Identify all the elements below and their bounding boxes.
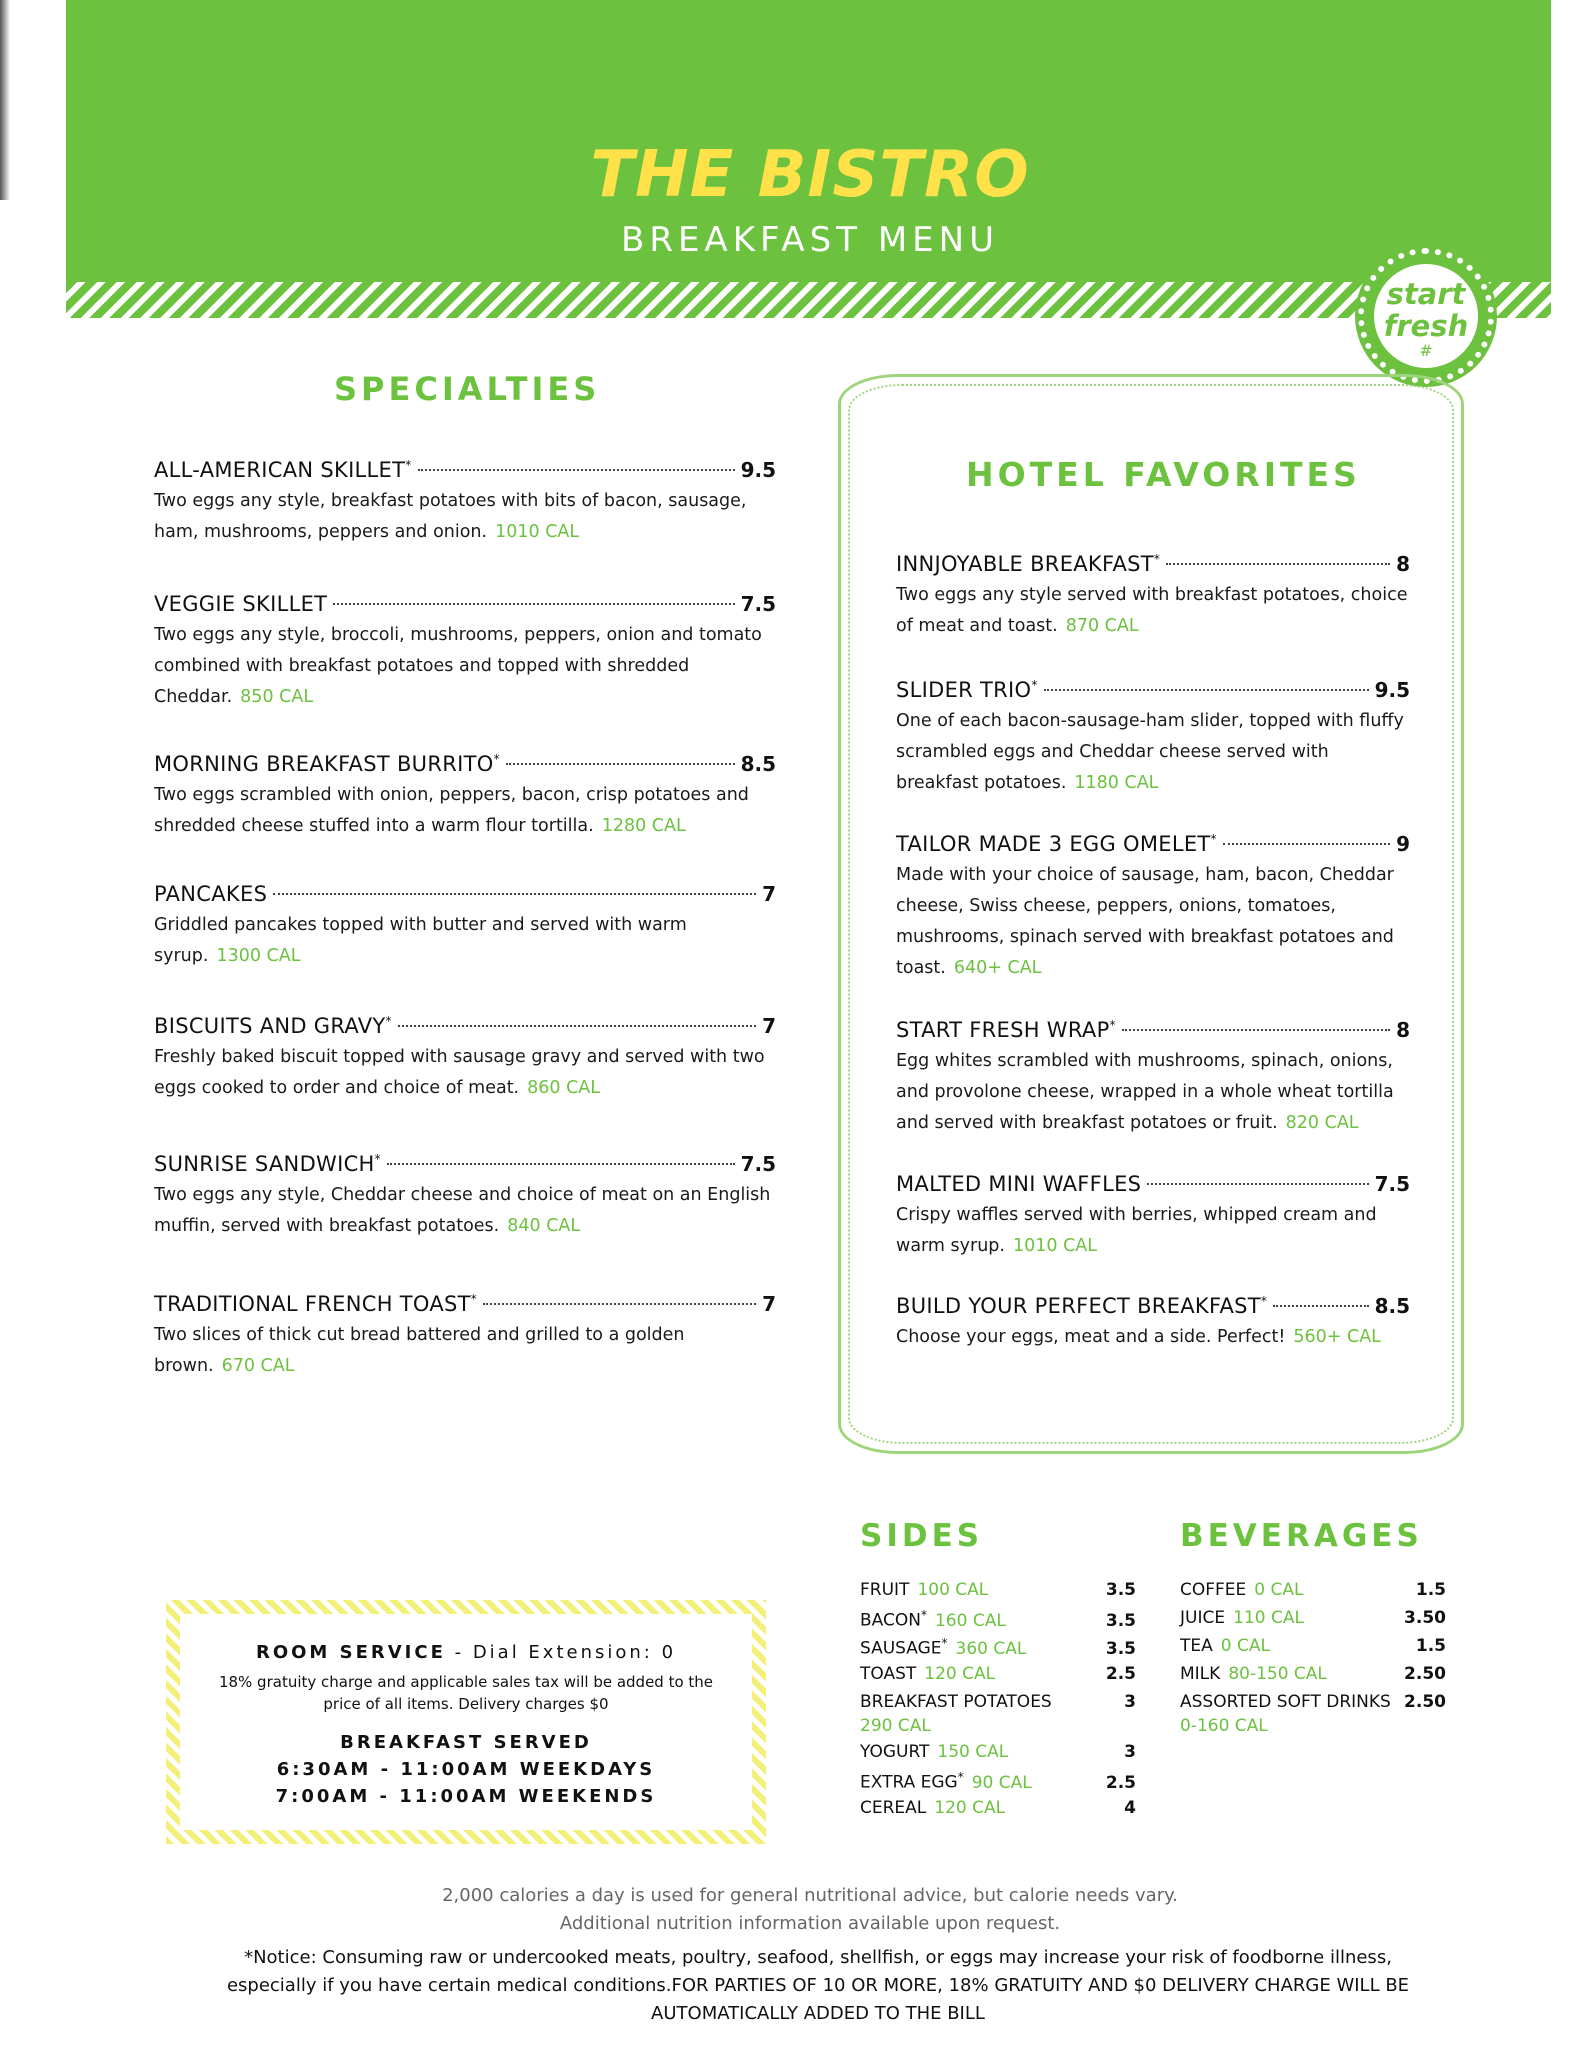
menu-item-name-text: START FRESH WRAP xyxy=(896,1018,1110,1042)
room-service-extension: - Dial Extension: 0 xyxy=(445,1642,677,1663)
menu-item-description xyxy=(896,1322,1410,1353)
dot-leader xyxy=(1166,563,1390,565)
price-list-item-calories: 0-160 CAL xyxy=(1180,1716,1268,1736)
asterisk-mark: * xyxy=(405,458,412,472)
price-list-item-label: YOGURT xyxy=(860,1742,930,1762)
menu-item-description-text: Freshly baked biscuit topped with sausage gravy and served with two eggs cooked to order and choice of meat. xyxy=(154,1047,765,1098)
price-list-row xyxy=(860,1770,1136,1798)
asterisk-mark: * xyxy=(1109,1018,1116,1032)
menu-item-price: 8.5 xyxy=(1374,1294,1410,1318)
price-list-item-calories: 110 CAL xyxy=(1233,1608,1304,1628)
dot-leader xyxy=(387,1163,735,1165)
menu-item-calories: 820 CAL xyxy=(1285,1113,1359,1133)
menu-item-header xyxy=(896,832,1410,856)
menu-item-description-text: One of each bacon-sausage-ham slider, topped with fluffy scrambled eggs and Cheddar cheese served with breakfast potatoes. xyxy=(896,711,1404,793)
price-list-item-price: 4 xyxy=(1124,1798,1136,1818)
weekend-hours: 7:00AM - 11:00AM WEEKENDS xyxy=(275,1786,657,1807)
menu-item-description-text: Two eggs any style, breakfast potatoes with bits of bacon, sausage, ham, mushrooms, peppers and onion. xyxy=(154,491,747,542)
menu-item-header xyxy=(154,592,776,616)
price-list-item-label: TOAST xyxy=(860,1664,917,1684)
dot-leader xyxy=(1044,689,1369,691)
price-list-item-label: CEREAL xyxy=(860,1798,927,1818)
menu-item-price: 7 xyxy=(762,1292,776,1316)
menu-item xyxy=(896,832,1410,984)
price-list-item-name xyxy=(860,1636,1026,1659)
breakfast-served-title: BREAKFAST SERVED xyxy=(340,1732,592,1753)
room-service-note: 18% gratuity charge and applicable sales tax will be added to the price of all items. Delivery charges $0 xyxy=(218,1673,714,1713)
menu-item-name xyxy=(154,752,500,776)
asterisk-mark: * xyxy=(1260,1294,1268,1308)
price-list-item-label: BACON xyxy=(860,1610,921,1631)
menu-item xyxy=(896,1018,1410,1139)
menu-item-name-text: TAILOR MADE 3 EGG OMELET xyxy=(896,832,1211,856)
asterisk-mark: * xyxy=(374,1152,381,1166)
menu-item-calories: 1010 CAL xyxy=(495,522,580,542)
menu-item-description xyxy=(154,1180,776,1242)
menu-item-name xyxy=(154,458,412,482)
price-list-item-price: 2.50 xyxy=(1404,1692,1446,1712)
badge-fresh-text: fresh xyxy=(1383,309,1469,343)
dot-leader xyxy=(418,469,735,471)
price-list-item-name xyxy=(860,1770,1032,1793)
menu-item-description xyxy=(154,1042,776,1104)
menu-item xyxy=(154,1152,776,1242)
menu-item-header xyxy=(154,1014,776,1038)
beverages-heading: BEVERAGES xyxy=(1180,1518,1423,1554)
price-list-item-label: COFFEE xyxy=(1180,1580,1247,1600)
price-list-item-name xyxy=(1180,1636,1270,1656)
price-list-item-calories: 0 CAL xyxy=(1254,1580,1304,1600)
menu-item-name xyxy=(896,1294,1267,1318)
menu-item-description-text: Two slices of thick cut bread battered and grilled to a golden brown. xyxy=(154,1325,685,1376)
price-list-item-label: FRUIT xyxy=(860,1580,910,1600)
calorie-note-line1: 2,000 calories a day is used for general nutritional advice, but calorie needs vary. xyxy=(442,1885,1178,1906)
menu-item-description-text: Made with your choice of sausage, ham, bacon, Cheddar cheese, Swiss cheese, peppers, onions, tomatoes, mushrooms, spinach served with breakfast potatoes and toast. xyxy=(896,865,1394,978)
menu-item-name xyxy=(154,1152,381,1176)
price-list-item-price: 3 xyxy=(1124,1742,1136,1762)
start-fresh-badge xyxy=(1358,248,1494,384)
menu-item-description xyxy=(896,706,1410,799)
price-list-item-label: EXTRA EGG xyxy=(860,1772,958,1793)
menu-item-header xyxy=(896,1172,1410,1196)
menu-item-name-text: PANCAKES xyxy=(154,882,268,906)
price-list-item-label: SAUSAGE xyxy=(860,1638,942,1659)
price-list-row xyxy=(860,1664,1136,1692)
menu-item-name xyxy=(896,1018,1116,1042)
price-list-item-label: JUICE xyxy=(1180,1608,1226,1628)
menu-item-header xyxy=(896,678,1410,702)
price-list-row xyxy=(860,1580,1136,1608)
menu-item-description xyxy=(896,1200,1410,1262)
menu-item-price: 8.5 xyxy=(740,752,776,776)
price-list-item-price: 3.5 xyxy=(1105,1580,1136,1600)
specialties-heading: SPECIALTIES xyxy=(334,370,601,408)
menu-item-description-text: Griddled pancakes topped with butter and served with warm syrup. xyxy=(154,915,687,966)
price-list-item-name xyxy=(1180,1580,1304,1600)
room-service-label: ROOM SERVICE xyxy=(255,1642,446,1663)
dot-leader xyxy=(1122,1029,1390,1031)
price-list-item-calories: 120 CAL xyxy=(934,1798,1006,1818)
price-list-row xyxy=(860,1636,1136,1664)
menu-item-description xyxy=(154,620,776,713)
menu-item-name xyxy=(154,882,267,906)
menu-item-description xyxy=(154,910,776,972)
price-list-item-name xyxy=(1180,1664,1327,1684)
price-list-item-name xyxy=(860,1692,1052,1712)
price-list-item-label: TEA xyxy=(1180,1636,1213,1656)
price-list-row xyxy=(1180,1636,1446,1664)
menu-item-calories: 840 CAL xyxy=(507,1216,581,1236)
menu-item-price: 9.5 xyxy=(740,458,776,482)
price-list-item-name xyxy=(860,1798,1005,1818)
menu-item xyxy=(154,752,776,842)
menu-item-calories: 1300 CAL xyxy=(216,946,301,966)
asterisk-mark: * xyxy=(493,752,500,766)
asterisk-mark: * xyxy=(941,1636,948,1650)
price-list-row xyxy=(860,1608,1136,1636)
menu-item-price: 9 xyxy=(1396,832,1410,856)
price-list-row xyxy=(1180,1608,1446,1636)
menu-item-header xyxy=(154,1292,776,1316)
menu-item-name-text: BUILD YOUR PERFECT BREAKFAST xyxy=(896,1294,1261,1318)
asterisk-mark: * xyxy=(1210,832,1217,846)
menu-item-description-text: Crispy waffles served with berries, whipped cream and warm syrup. xyxy=(896,1205,1377,1256)
menu-item-description xyxy=(154,780,776,842)
menu-item-header xyxy=(154,1152,776,1176)
dot-leader xyxy=(1223,843,1390,845)
price-list-item-calories: 160 CAL xyxy=(934,1610,1006,1631)
price-list-item-label: MILK xyxy=(1180,1664,1221,1684)
menu-item-name-text: VEGGIE SKILLET xyxy=(154,592,328,616)
menu-item-name-text: ALL-AMERICAN SKILLET xyxy=(154,458,406,482)
header-stripes xyxy=(66,282,1551,318)
menu-item-calories: 1180 CAL xyxy=(1074,773,1159,793)
menu-item-name xyxy=(154,1292,477,1316)
menu-item-name xyxy=(896,678,1038,702)
menu-item-name xyxy=(154,1014,392,1038)
price-list-item-price: 2.5 xyxy=(1105,1664,1136,1684)
price-list-item-price: 3.5 xyxy=(1105,1610,1136,1631)
price-list-item-name xyxy=(860,1608,1006,1631)
price-list-row xyxy=(860,1742,1136,1770)
menu-item-name xyxy=(896,552,1160,576)
price-list-item-calories: 150 CAL xyxy=(937,1742,1009,1762)
dot-leader xyxy=(398,1025,756,1027)
price-list-item-calories: 290 CAL xyxy=(860,1716,931,1736)
menu-item-calories: 1010 CAL xyxy=(1012,1236,1098,1256)
menu-item xyxy=(154,882,776,972)
price-list-item-name xyxy=(1180,1608,1304,1628)
beverages-list xyxy=(1180,1580,1446,1742)
sides-list xyxy=(860,1580,1136,1826)
menu-item-description xyxy=(896,1046,1410,1139)
badge-hash-text: # xyxy=(1419,341,1433,360)
price-list-item-name xyxy=(860,1664,995,1684)
menu-item-name-text: TRADITIONAL FRENCH TOAST xyxy=(154,1292,471,1316)
dot-leader xyxy=(1147,1183,1368,1185)
price-list-item-calories: 360 CAL xyxy=(955,1638,1027,1659)
asterisk-mark: * xyxy=(1031,678,1038,692)
menu-item-calories: 850 CAL xyxy=(240,687,314,707)
menu-item-name xyxy=(896,1172,1141,1196)
menu-item-description xyxy=(896,580,1410,642)
menu-item-name-text: SLIDER TRIO xyxy=(896,678,1032,702)
menu-item-calories: 560+ CAL xyxy=(1293,1327,1381,1347)
badge-start-text: start xyxy=(1386,277,1466,311)
menu-item-name-text: SUNRISE SANDWICH xyxy=(154,1152,375,1176)
price-list-item-calories: 90 CAL xyxy=(971,1772,1032,1793)
price-list-item-price: 2.5 xyxy=(1105,1772,1136,1793)
menu-item xyxy=(154,458,776,548)
menu-item-header xyxy=(896,552,1410,576)
menu-item-description xyxy=(896,860,1410,984)
price-list-item-price: 3 xyxy=(1124,1692,1136,1712)
dot-leader xyxy=(1273,1305,1368,1307)
menu-item-price: 8 xyxy=(1396,552,1410,576)
menu-item xyxy=(896,1294,1410,1353)
sides-heading: SIDES xyxy=(860,1518,984,1554)
calorie-note xyxy=(0,1882,1582,1938)
menu-item-calories: 670 CAL xyxy=(221,1356,295,1376)
menu-item-header xyxy=(896,1018,1410,1042)
dot-leader xyxy=(273,893,756,895)
favorites-heading: HOTEL FAVORITES xyxy=(966,455,1361,494)
menu-item-price: 8 xyxy=(1396,1018,1410,1042)
menu-item-description-text: Two eggs any style, Cheddar cheese and choice of meat on an English muffin, served with breakfast potatoes. xyxy=(154,1185,771,1236)
price-list-item-name xyxy=(1180,1692,1391,1712)
food-safety-notice: *Notice: Consuming raw or undercooked meats, poultry, seafood, shellfish, or eggs may increase your risk of foodborne illness, especially if you have certain medical conditions.FOR PARTIES OF 10 OR MORE, 18% GRATUITY AND $0 DELIVERY CHARGE WILL BE AUTOMATICALLY ADDED TO THE BILL xyxy=(226,1947,1410,2024)
dot-leader xyxy=(483,1303,756,1305)
menu-item-description-text: Two eggs any style served with breakfast potatoes, choice of meat and toast. xyxy=(896,585,1408,636)
menu-item-name-text: INNJOYABLE BREAKFAST xyxy=(896,552,1154,576)
price-list-item-price: 1.5 xyxy=(1415,1636,1446,1656)
price-list-row xyxy=(1180,1664,1446,1692)
price-list-row xyxy=(860,1798,1136,1826)
price-list-item-name xyxy=(860,1742,1008,1762)
menu-item-header xyxy=(154,752,776,776)
menu-item-header xyxy=(154,458,776,482)
menu-item-price: 7.5 xyxy=(740,592,776,616)
menu-item-description xyxy=(154,486,776,548)
menu-item-description-text: Egg whites scrambled with mushrooms, spinach, onions, and provolone cheese, wrapped in a whole wheat tortilla and served with breakfast potatoes or fruit. xyxy=(896,1051,1394,1133)
price-list-row xyxy=(1180,1580,1446,1608)
menu-item xyxy=(896,552,1410,642)
menu-item-name-text: MORNING BREAKFAST BURRITO xyxy=(154,752,494,776)
room-service-title xyxy=(180,1642,752,1663)
menu-item-name-text: BISCUITS AND GRAVY xyxy=(154,1014,386,1038)
restaurant-title: THE BISTRO xyxy=(590,138,1030,212)
dot-leader xyxy=(333,603,734,605)
price-list-item-calories: 0 CAL xyxy=(1220,1636,1270,1656)
menu-item-calories: 1280 CAL xyxy=(601,816,686,836)
weekday-hours: 6:30AM - 11:00AM WEEKDAYS xyxy=(276,1759,656,1780)
menu-item-calories: 860 CAL xyxy=(527,1078,601,1098)
menu-item-name-text: MALTED MINI WAFFLES xyxy=(896,1172,1142,1196)
asterisk-mark: * xyxy=(920,1608,927,1622)
menu-item-name xyxy=(154,592,327,616)
menu-item xyxy=(896,1172,1410,1262)
menu-item-price: 7 xyxy=(762,1014,776,1038)
asterisk-mark: * xyxy=(957,1770,964,1784)
menu-item-description-text: Two eggs any style, broccoli, mushrooms, peppers, onion and tomato combined with breakfast potatoes and topped with shredded Cheddar. xyxy=(154,625,762,707)
menu-subtitle: BREAKFAST MENU xyxy=(621,220,999,260)
price-list-item-price: 2.50 xyxy=(1404,1664,1446,1684)
price-list-item-calories: 80-150 CAL xyxy=(1228,1664,1327,1684)
asterisk-mark: * xyxy=(385,1014,392,1028)
menu-item-price: 7.5 xyxy=(740,1152,776,1176)
menu-item-description-text: Two eggs scrambled with onion, peppers, bacon, crisp potatoes and shredded cheese stuffed into a warm flour tortilla. xyxy=(154,785,749,836)
menu-item-name xyxy=(896,832,1217,856)
price-list-item-price: 3.5 xyxy=(1105,1638,1136,1659)
menu-item xyxy=(896,678,1410,799)
menu-item-description-text: Choose your eggs, meat and a side. Perfect! xyxy=(896,1327,1286,1347)
price-list-item-calories: 100 CAL xyxy=(917,1580,989,1600)
menu-item-description xyxy=(154,1320,776,1382)
asterisk-mark: * xyxy=(1153,552,1161,566)
menu-item-price: 7 xyxy=(762,882,776,906)
dot-leader xyxy=(506,763,735,765)
menu-item xyxy=(154,592,776,713)
price-list-item-price: 1.5 xyxy=(1415,1580,1446,1600)
calorie-note-line2: Additional nutrition information available upon request. xyxy=(559,1913,1061,1934)
price-list-item-price: 3.50 xyxy=(1404,1608,1446,1628)
menu-item-price: 7.5 xyxy=(1374,1172,1410,1196)
price-list-item-label: ASSORTED SOFT DRINKS xyxy=(1180,1692,1391,1712)
menu-item xyxy=(154,1292,776,1382)
price-list-item-calories: 120 CAL xyxy=(924,1664,996,1684)
price-list-item-label: BREAKFAST POTATOES xyxy=(860,1692,1052,1712)
menu-item-calories: 640+ CAL xyxy=(953,958,1042,978)
menu-item-calories: 870 CAL xyxy=(1065,616,1139,636)
menu-item-header xyxy=(896,1294,1410,1318)
menu-item xyxy=(154,1014,776,1104)
asterisk-mark: * xyxy=(470,1292,478,1306)
menu-item-price: 9.5 xyxy=(1374,678,1410,702)
price-list-item-name xyxy=(860,1580,988,1600)
menu-item-header xyxy=(154,882,776,906)
room-service-box xyxy=(166,1600,766,1844)
